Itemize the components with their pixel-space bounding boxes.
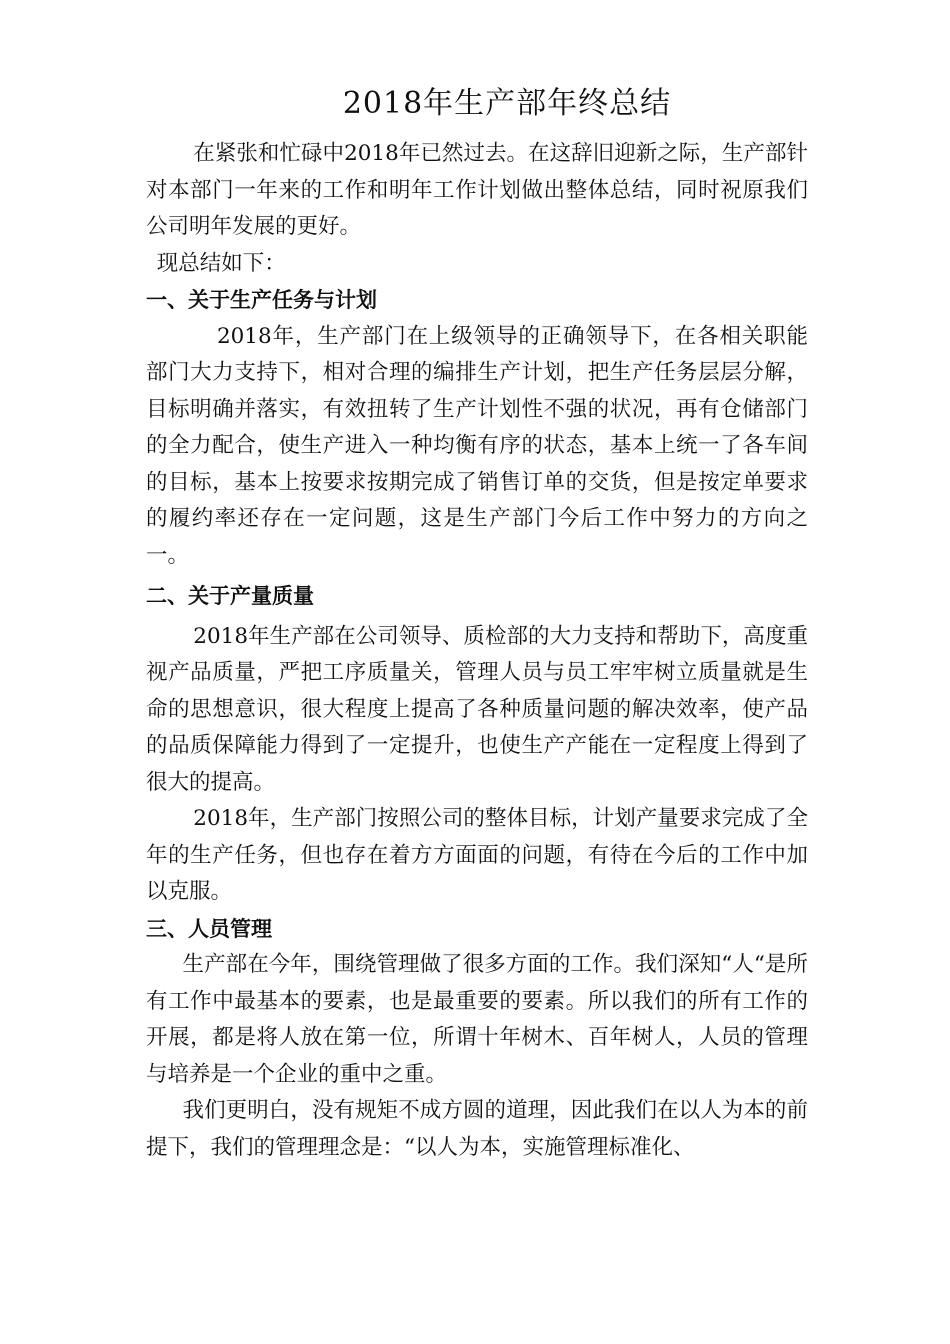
section-3-paragraph-1: 生产部在今年，围绕管理做了很多方面的工作。我们深知“人“是所有工作中最基本的要素，也是最重要的要素。所以我们的所有工作的开展，都是将人放在第一位，所谓十年树木、百年树人，人员的管理与培养是一个企业的重中之重。: [146, 952, 808, 1087]
section-1-heading: 一、关于生产任务与计划: [146, 288, 377, 312]
section-3-heading: 三、人员管理: [146, 916, 272, 941]
summary-lead: 现总结如下：: [156, 250, 286, 276]
section-3-paragraph-2: 我们更明白，没有规矩不成方圆的道理，因此我们在以人为本的前提下，我们的管理理念是：“以人为本，实施管理标准化、: [146, 1098, 808, 1160]
section-2-heading: 二、关于产量质量: [146, 584, 314, 608]
section-2-paragraph-1: 2018年生产部在公司领导、质检部的大力支持和帮助下，高度重视产品质量，严把工序质量关，管理人员与员工牢牢树立质量就是生命的思想意识，很大程度上提高了各种质量问题的解决效率，使产品的品质保障能力得到了一定提升，也使生产产能在一定程度上得到了很大的提高。: [146, 623, 808, 795]
document-body: [146, 82, 808, 1166]
intro-paragraph: 在紧张和忙碌中2018年已然过去。在这辞旧迎新之际，生产部针对本部门一年来的工作和明年工作计划做出整体总结，同时祝原我们公司明年发展的更好。: [146, 141, 808, 239]
section-2-paragraph-2: 2018年，生产部门按照公司的整体目标，计划产量要求完成了全年的生产任务，但也存在着方方面面的问题，有待在今后的工作中加以克服。: [146, 806, 808, 904]
document-title: 2018年生产部年终总结: [342, 86, 672, 121]
section-1-paragraph: 2018年，生产部门在上级领导的正确领导下，在各相关职能部门大力支持下，相对合理的编排生产计划，把生产任务层层分解，目标明确并落实，有效扭转了生产计划性不强的状况，再有仓储部门的全力配合，使生产进入一种均衡有序的状态，基本上统一了各车间的目标，基本上按要求按期完成了销售订单的交货，但是按定单要求的履约率还存在一定问题，这是生产部门今后工作中努力的方向之一。: [146, 323, 808, 568]
